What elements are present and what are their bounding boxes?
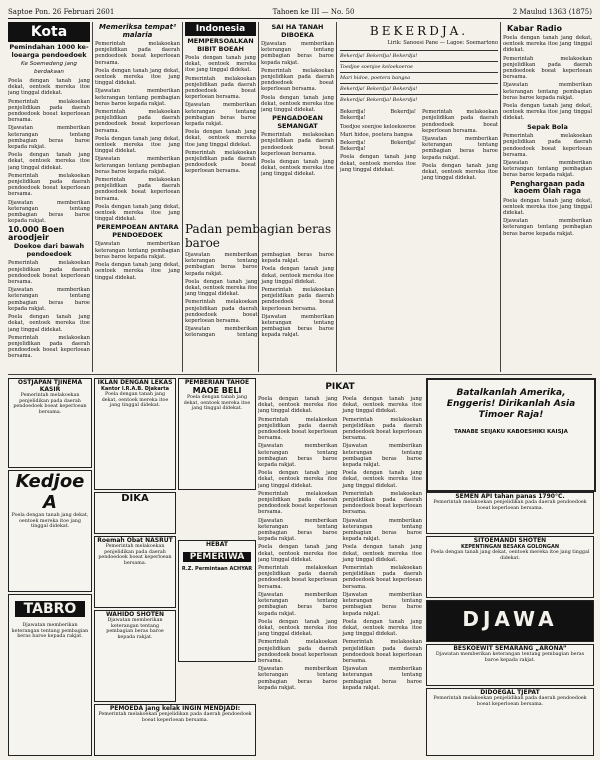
ad-semen-api: SEMEN API tahan panas 1790°C. Pemerintah melakoekan penjelidikan pada daerah pendoedoek boeat keperloean bersama. <box>426 492 594 534</box>
headline-kota-1: Pemindahan 1000 ke-loearga pendoedoek <box>9 43 89 59</box>
headline-bibit: MEMPERSOALKAN BIBIT BOEAH <box>187 37 254 53</box>
headline-sai-ha: SAI HA TANAH DIBOEKA <box>271 23 324 39</box>
headline-kota-4: Doekoe dari bawah pendoedoek <box>13 242 85 258</box>
column-kota: Kota Pemindahan 1000 ke-loearga pendoedoek Ke Soemedeng jang berdakaan Poela dengan tanah jang dekat, oentoek mereka itoe jang tinggal didekat. Pemerintah melakoekan penjelidikan pada daerah pendoedoek boeat keperloean bersama. Djawatan memberikan keterangan tentang pembagian beras baroe kepada rakjat. Poela dengan tanah jang dekat, oentoek mereka itoe jang tinggal didekat. Pemerintah melakoekan penjelidikan pada daerah pendoedoek boeat keperloean bersama. Djawatan memberikan keterangan tentang pembagian beras baroe kepada rakjat. 10.000 Boen aroodjeir Doekoe dari bawah pendoedoek Pemerintah melakoekan penjelidikan pada daerah pendoedoek boeat keperloean bersama. Djawatan memberikan keterangan tentang pembagian beras baroe kepada rakjat. Poela dengan tanah jang dekat, oentoek mereka itoe jang tinggal didekat. Pemerintah melakoekan penjelidikan pada daerah pendoedoek boeat keperloean bersama. <box>8 24 90 360</box>
column-center: SAI HA TANAH DIBOEKA Djawatan memberikan keterangan tentang pembagian beras baroe kepada rakjat. Pemerintah melakoekan penjelidikan pada daerah pendoedoek boeat keperloean bersama. Poela dengan tanah jang dekat, oentoek mereka itoe jang tinggal didekat. PENGADOEAN SEMANGAT Pemerintah melakoekan penjelidikan pada daerah pendoedoek boeat keperloean bersama. Poela dengan tanah jang dekat, oentoek mereka itoe jang tinggal didekat. <box>261 23 334 178</box>
article-beras: Padan pembagian beras baroe Djawatan memberikan keterangan tentang pembagian beras baroe kepada rakjat. Poela dengan tanah jang dekat, oentoek mereka itoe jang tinggal didekat. Pemerintah melakoekan penjelidikan pada daerah pendoedoek boeat keperloean bersama. Djawatan memberikan keterangan tentang pembagian beras baroe kepada rakjat. Poela dengan tanah jang dekat, oentoek mereka itoe jang tinggal didekat. Pemerintah melakoekan penjelidikan pada daerah pendoedoek boeat keperloean bersama. Djawatan memberikan keterangan tentang pembagian beras baroe kepada rakjat. <box>185 222 334 339</box>
headline-perempoean: PEREMPOEAN ANTARA PENDOEDOEK <box>96 223 179 239</box>
ad-tabro: TABRO Djawatan memberikan keterangan tentang pembagian beras baroe kepada rakjat. <box>8 594 92 756</box>
headline-pikat: PIKAT <box>325 382 355 392</box>
ad-djawa: DJAWA <box>426 600 594 642</box>
ad-pemeriwa: HEBAT PEMERIWA R.Z. Permintaan ACHYAR <box>178 540 256 662</box>
masthead-date: Saptoe Pon. 26 Februari 2601 <box>8 8 115 16</box>
masthead <box>8 6 592 19</box>
song-bekerdja: BEKERDJA. Lirik: Sanoesi Pane — Lagoe: Soemartono Bekerdja! Bekerdja! Bekerdja! Toedjoe soenjoe keloekoeroe Mari hidoe, poetera bangsa Bekerdja! Bekerdja! Bekerdja! Bekerdja! Bekerdja! Bekerdja! Bekerdja! Bekerdja! Bekerdja! Toedjoe soenjoe keloekoeroe Mari hidoe, poetera bangsa Bekerdja! Bekerdja! Bekerdja! Poela dengan tanah jang dekat, oentoek mereka itoe jang tinggal didekat. Pemerintah melakoekan penjelidikan pada daerah pendoedoek boeat keperloean bersama. Djawatan memberikan keterangan tentang pembagian beras baroe kepada rakjat. Poela dengan tanah jang dekat, oentoek mereka itoe jang tinggal didekat. <box>340 24 498 182</box>
headline-malaria: Memeriksa tempat² malaria <box>98 23 177 39</box>
masthead-issue: Tahoen ke III — No. 50 <box>272 8 355 16</box>
ad-asia-timoer: Batalkanlah Amerika, Enggeris! Dirikanlah Asia Timoer Raja! TANABE SEIJAKU KABOESHIKI KAISJA <box>426 378 596 492</box>
song-title: BEKERDJA. <box>369 24 469 38</box>
ad-iklan-lekas: IKLAN DENGAN LEKAS Kantor I.R.A.B. Djakarta Poela dengan tanah jang dekat, oentoek mereka itoe jang tinggal didekat. <box>94 378 176 490</box>
column-radio: Kabar Radio Poela dengan tanah jang dekat, oentoek mereka itoe jang tinggal didekat. Pemerintah melakoekan penjelidikan pada daerah pendoedoek boeat keperloean bersama. Djawatan memberikan keterangan tentang pembagian beras baroe kepada rakjat. Poela dengan tanah jang dekat, oentoek mereka itoe jang tinggal didekat. Sepak Bola Pemerintah melakoekan penjelidikan pada daerah pendoedoek boeat keperloean bersama. Djawatan memberikan keterangan tentang pembagian beras baroe kepada rakjat. Penghargaan pada kaoem Olah raga Poela dengan tanah jang dekat, oentoek mereka itoe jang tinggal didekat. Djawatan memberikan keterangan tentang pembagian beras baroe kepada rakjat. <box>503 24 592 237</box>
column-pikat: PIKAT Poela dengan tanah jang dekat, oentoek mereka itoe jang tinggal didekat. Pemerintah melakoekan penjelidikan pada daerah pendoedoek boeat keperloean bersama. Djawatan memberikan keterangan tentang pembagian beras baroe kepada rakjat. Poela dengan tanah jang dekat, oentoek mereka itoe jang tinggal didekat. Pemerintah melakoekan penjelidikan pada daerah pendoedoek boeat keperloean bersama. Djawatan memberikan keterangan tentang pembagian beras baroe kepada rakjat. Poela dengan tanah jang dekat, oentoek mereka itoe jang tinggal didekat. Pemerintah melakoekan penjelidikan pada daerah pendoedoek boeat keperloean bersama. Djawatan memberikan keterangan tentang pembagian beras baroe kepada rakjat. Poela dengan tanah jang dekat, oentoek mereka itoe jang tinggal didekat. Pemerintah melakoekan penjelidikan pada daerah pendoedoek boeat keperloean bersama. Djawatan memberikan keterangan tentang pembagian beras baroe kepada rakjat. Poela dengan tanah jang dekat, oentoek mereka itoe jang tinggal didekat. Pemerintah melakoekan penjelidikan pada daerah pendoedoek boeat keperloean bersama. Djawatan memberikan keterangan tentang pembagian beras baroe kepada rakjat. Poela dengan tanah jang dekat, oentoek mereka itoe jang tinggal didekat. Pemerintah melakoekan penjelidikan pada daerah pendoedoek boeat keperloean bersama. Djawatan memberikan keterangan tentang pembagian beras baroe kepada rakjat. Poela dengan tanah jang dekat, oentoek mereka itoe jang tinggal didekat. Pemerintah melakoekan penjelidikan pada daerah pendoedoek boeat keperloean bersama. Djawatan memberikan keterangan tentang pembagian beras baroe kepada rakjat. Poela dengan tanah jang dekat, oentoek mereka itoe jang tinggal didekat. Pemerintah melakoekan penjelidikan pada daerah pendoedoek boeat keperloean bersama. Djawatan memberikan keterangan tentang pembagian beras baroe kepada rakjat. <box>258 382 422 691</box>
ad-sitoemandi: SITOEMANDI SHOTEN KEPENTINGAN BESAKA GOLONGAN Poela dengan tanah jang dekat, oentoek mereka itoe jang tinggal didekat. <box>426 536 594 598</box>
section-indonesia-header: Indonesia <box>185 22 256 36</box>
music-score: Bekerdja! Bekerdja! Bekerdja! Toedjoe soenjoe keloekoeroe Mari hidoe, poetera bangsa Bekerdja! Bekerdja! Bekerdja! Bekerdja! Bekerdja! Bekerdja! <box>340 46 498 105</box>
headline-beras: Padan pembagian beras baroe <box>185 222 332 250</box>
column-indonesia: Indonesia MEMPERSOALKAN BIBIT BOEAH Poela dengan tanah jang dekat, oentoek mereka itoe jang tinggal didekat. Pemerintah melakoekan penjelidikan pada daerah pendoedoek boeat keperloean bersama. Djawatan memberikan keterangan tentang pembagian beras baroe kepada rakjat. Poela dengan tanah jang dekat, oentoek mereka itoe jang tinggal didekat. Pemerintah melakoekan penjelidikan pada daerah pendoedoek boeat keperloean bersama. <box>185 24 256 175</box>
ad-nasrut: Roemah Obat NASRUT Pemerintah melakoekan penjelidikan pada daerah pendoedoek boeat keperloean bersama. <box>94 536 176 608</box>
song-author: Lirik: Sanoesi Pane — Lagoe: Soemartono <box>387 40 498 46</box>
headline-sepak-bola: Sepak Bola <box>527 122 568 131</box>
ad-beskoewit: BESKOEWIT SEMARANG „ARONA” Djawatan memberikan keterangan tentang pembagian beras baroe kepada rakjat. <box>426 644 594 686</box>
section-radio-header: Kabar Radio <box>507 24 562 33</box>
headline-kota-3: 10.000 Boen aroodjeir <box>8 225 65 242</box>
article-kota-body: Poela dengan tanah jang dekat, oentoek mereka itoe jang tinggal didekat. Pemerintah melakoekan penjelidikan pada daerah pendoedoek boeat keperloean bersama. Djawatan memberikan keterangan tentang pembagian beras baroe kepada rakjat. Poela dengan tanah jang dekat, oentoek mereka itoe jang tinggal didekat. Pemerintah melakoekan penjelidikan pada daerah pendoedoek boeat keperloean bersama. Djawatan memberikan keterangan tentang pembagian beras baroe kepada rakjat. <box>8 78 90 225</box>
ad-ostjapan: OSTJAPAN TJINEMA KASIR Pemerintah melakoekan penjelidikan pada daerah pendoedoek boeat keperloean bersama. <box>8 378 92 468</box>
ad-pemoeda: PEMOEDA jang kelak INGIN MENDJADI: Pemerintah melakoekan penjelidikan pada daerah pendoedoek boeat keperloean bersama. <box>94 704 256 756</box>
ad-djoegal: DIDOEGAL TJEPAT Pemerintah melakoekan penjelidikan pada daerah pendoedoek boeat keperloean bersama. <box>426 688 594 756</box>
section-kota-header: Kota <box>8 22 90 42</box>
ad-dika: DIKA <box>94 492 176 534</box>
headline-semangat: PENGADOEAN SEMANGAT <box>272 114 323 130</box>
ad-wahid: WAHIDO SHOTEN Djawatan memberikan keterangan tentang pembagian beras baroe kepada rakjat. <box>94 610 176 702</box>
headline-olah-raga: Penghargaan pada kaoem Olah raga <box>510 179 585 196</box>
ad-maoe-beli: PEMBERIAN TAHOE MAOE BELI Poela dengan tanah jang dekat, oentoek mereka itoe jang tinggal didekat. <box>178 378 256 490</box>
column-malaria: Memeriksa tempat² malaria Pemerintah melakoekan penjelidikan pada daerah pendoedoek boeat keperloean bersama. Poela dengan tanah jang dekat, oentoek mereka itoe jang tinggal didekat. Djawatan memberikan keterangan tentang pembagian beras baroe kepada rakjat. Pemerintah melakoekan penjelidikan pada daerah pendoedoek boeat keperloean bersama. Poela dengan tanah jang dekat, oentoek mereka itoe jang tinggal didekat. Djawatan memberikan keterangan tentang pembagian beras baroe kepada rakjat. Pemerintah melakoekan penjelidikan pada daerah pendoedoek boeat keperloean bersama. Poela dengan tanah jang dekat, oentoek mereka itoe jang tinggal didekat. PEREMPOEAN ANTARA PENDOEDOEK Djawatan memberikan keterangan tentang pembagian beras baroe kepada rakjat. Poela dengan tanah jang dekat, oentoek mereka itoe jang tinggal didekat. <box>95 23 180 281</box>
masthead-islamic-date: 2 Maulud 1363 (1875) <box>512 8 592 16</box>
ad-kedjoe: Kedjoe A Poela dengan tanah jang dekat, oentoek mereka itoe jang tinggal didekat. <box>8 470 92 592</box>
subheadline-kota-2: Ke Soemedeng jang berdakaan <box>21 61 77 75</box>
